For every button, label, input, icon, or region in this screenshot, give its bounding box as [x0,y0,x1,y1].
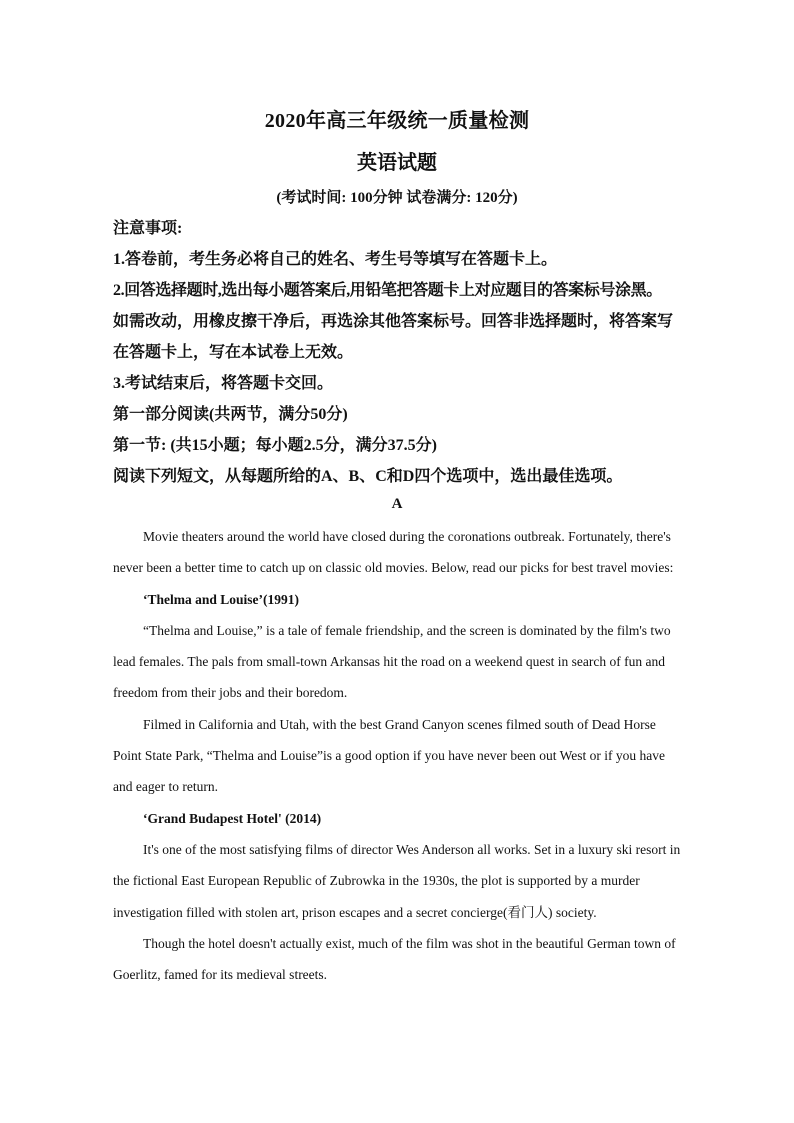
reading-passage [113,521,683,990]
exam-title: 2020年高三年级统一质量检测 [264,110,530,132]
notes-line-3: 3.考试结束后，将答题卡交回。 [113,375,334,392]
exam-notes [113,213,693,492]
notes-heading: 注意事项: [113,220,183,237]
movie-1-paragraph-1: “Thelma and Louise,” is a tale of female friendship, and the screen is dominated by the film's two lead females. The pals from small-town Arkansas hit the road on a weekend quest in search of fun and freedom from their jobs and their boredom. [113,622,671,701]
notes-line-2a: 2.回答选择题时,选出每小题答案后,用铅笔把答题卡上对应题目的答案标号涂黑。 [113,282,662,299]
passage-letter: A [391,496,403,512]
section-one-heading: 第一节: (共15小题；每小题2.5分，满分37.5分) [113,437,437,454]
movie-1-title: ‘Thelma and Louise’(1991) [143,591,300,607]
reading-instruction: 阅读下列短文，从每题所给的A、B、C和D四个选项中，选出最佳选项。 [113,468,623,485]
notes-line-2b: 如需改动，用橡皮擦干净后，再选涂其他答案标号。回答非选择题时，将答案写 [113,313,674,330]
part-one-heading: 第一部分阅读(共两节，满分50分) [113,406,348,423]
movie-1-paragraph-2: Filmed in California and Utah, with the best Grand Canyon scenes filmed south of Dead Horse Point State Park, “Thelma and Louise”is a good option if you have never been out West or if you have and eager to return. [113,716,666,795]
notes-line-2c: 在答题卡上，写在本试卷上无效。 [113,344,354,361]
exam-info: (考试时间: 100分钟 试卷满分: 120分) [276,190,518,206]
notes-line-1: 1.答卷前，考生务必将自己的姓名、考生号等填写在答题卡上。 [113,251,558,268]
exam-subtitle: 英语试题 [357,152,437,174]
passage-intro: Movie theaters around the world have closed during the coronations outbreak. Fortunately, there's never been a better time to catch up on classic old movies. Below, read our picks for best travel movies: [113,529,674,576]
movie-2-title: ‘Grand Budapest Hotel' (2014) [143,810,322,826]
movie-2-paragraph-1: It's one of the most satisfying films of director Wes Anderson all works. Set in a luxury ski resort in the fictional East European Republic of Zubrowka in the 1930s, the plot is supported by a murder investigation filled with stolen art, prison escapes and a secret concierge(看门人) society. [113,841,681,920]
movie-2-paragraph-2: Though the hotel doesn't actually exist, much of the film was shot in the beautiful German town of Goerlitz, famed for its medieval streets. [113,935,676,983]
